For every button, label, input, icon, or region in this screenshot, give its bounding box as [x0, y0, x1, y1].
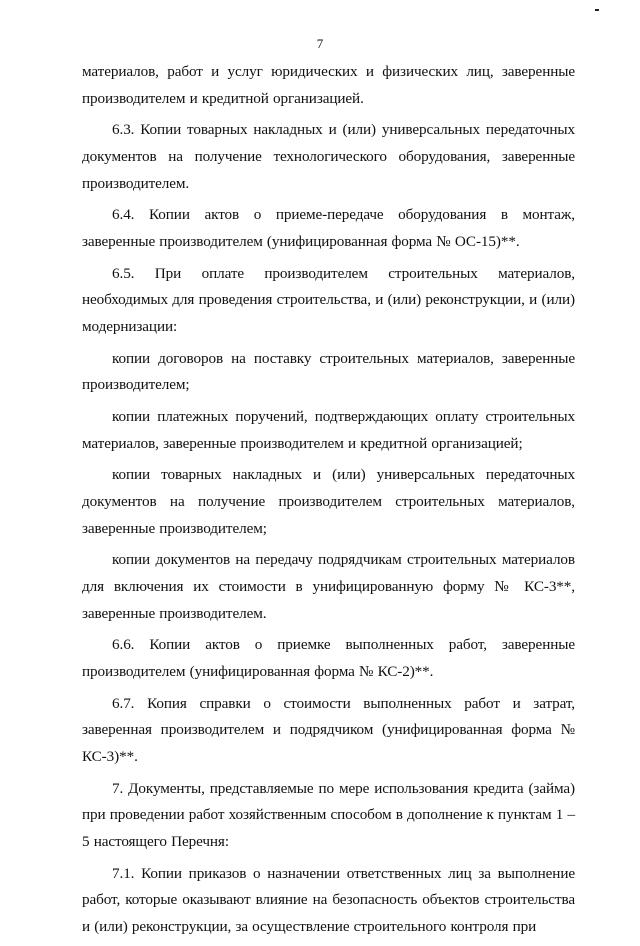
list-item-transfer-documents: копии документов на передачу подрядчикам строительных материалов для включения их стоимости в унифицированную форму № КС-3**, заверенные производителем.	[82, 551, 575, 622]
scan-mark	[595, 9, 599, 11]
paragraph-6-4: 6.4. Копии актов о приеме-передаче оборудования в монтаж, заверенные производителем (унифицированная форма № ОС-15)**.	[82, 206, 575, 250]
page-number: 7	[316, 36, 324, 51]
list-item-contracts: копии договоров на поставку строительных материалов, заверенные производителем;	[82, 349, 575, 394]
paragraph-6-5: 6.5. При оплате производителем строительных материалов, необходимых для проведения строительства, и (или) реконструкции, и (или) модернизации:	[82, 264, 575, 335]
document-body	[82, 59, 575, 946]
paragraph-6-3: 6.3. Копии товарных накладных и (или) универсальных передаточных документов на получение технологического оборудования, заверенные производителем.	[82, 121, 575, 192]
list-item-payment-orders: копии платежных поручений, подтверждающих оплату строительных материалов, заверенные производителем и кредитной организацией;	[82, 408, 575, 452]
paragraph-7-1: 7.1. Копии приказов о назначении ответственных лиц за выполнение работ, которые оказывают влияние на безопасность объектов строительства и (или) реконструкции, за осуществление строительного контроля при	[82, 864, 575, 935]
paragraph-6-6: 6.6. Копии актов о приемке выполненных работ, заверенные производителем (унифицированная форма № КС-2)**.	[82, 636, 575, 680]
paragraph-6-7: 6.7. Копия справки о стоимости выполненных работ и затрат, заверенная производителем и подрядчиком (унифицированная форма № КС-3)**.	[82, 694, 575, 765]
paragraph-7: 7. Документы, представляемые по мере использования кредита (займа) при проведении работ хозяйственным способом в дополнение к пунктам 1 – 5 настоящего Перечня:	[82, 779, 575, 850]
list-item-invoices: копии товарных накладных и (или) универсальных передаточных документов на получение производителем строительных материалов, заверенные производителем;	[82, 466, 575, 537]
paragraph-continuation: материалов, работ и услуг юридических и физических лиц, заверенные производителем и кредитной организацией.	[82, 63, 575, 107]
